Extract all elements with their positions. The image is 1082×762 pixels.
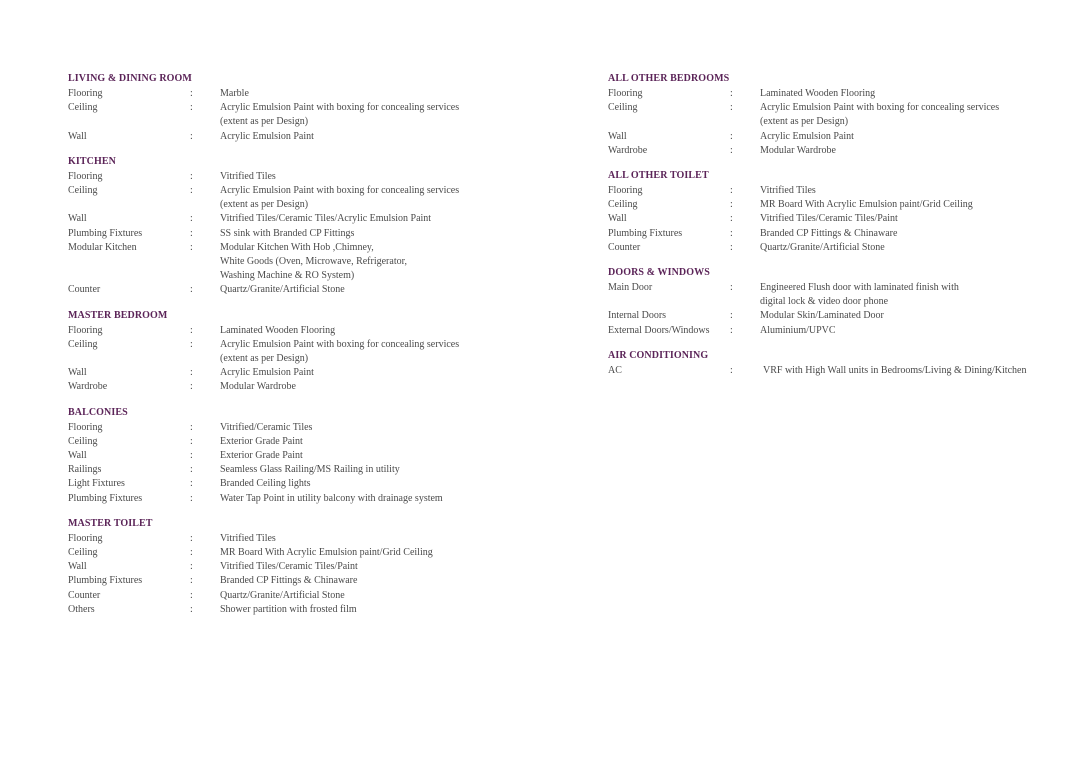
spec-value bbox=[760, 130, 1068, 144]
spec-value-line: Acrylic Emulsion Paint bbox=[220, 130, 314, 142]
spec-value-line: Vitrified Tiles bbox=[220, 170, 276, 182]
spec-colon: : bbox=[190, 561, 193, 573]
spec-value bbox=[220, 241, 538, 284]
spec-label: AC bbox=[608, 364, 622, 376]
spec-row-ceiling bbox=[608, 198, 1068, 212]
spec-value-line: MR Board With Acrylic Emulsion paint/Grid Ceiling bbox=[220, 547, 433, 559]
spec-label: Internal Doors bbox=[608, 310, 667, 322]
spec-colon: : bbox=[190, 435, 193, 447]
spec-label: Wall bbox=[608, 213, 627, 225]
spec-row-counter bbox=[608, 241, 1068, 255]
section-air-conditioning bbox=[608, 349, 1068, 378]
spec-row-flooring bbox=[68, 324, 538, 338]
spec-value-line: Quartz/Granite/Artificial Stone bbox=[220, 589, 345, 601]
spec-colon: : bbox=[730, 213, 733, 225]
spec-label: Counter bbox=[608, 241, 641, 253]
spec-label: Main Door bbox=[608, 282, 653, 294]
spec-label: Light Fixtures bbox=[68, 478, 125, 490]
spec-row-wall bbox=[608, 212, 1068, 226]
spec-row-modular-kitchen bbox=[68, 241, 538, 284]
spec-label: Ceiling bbox=[608, 199, 638, 211]
spec-value-line: (extent as per Design) bbox=[220, 199, 309, 211]
spec-row-plumbing-fixtures bbox=[68, 227, 538, 241]
spec-colon: : bbox=[190, 227, 193, 239]
spec-value bbox=[220, 532, 538, 546]
spec-value bbox=[220, 380, 538, 394]
spec-value bbox=[760, 241, 1068, 255]
spec-label: Wall bbox=[68, 213, 87, 225]
spec-value bbox=[220, 324, 538, 338]
spec-label: Ceiling bbox=[68, 435, 98, 447]
spec-label: Ceiling bbox=[68, 185, 98, 197]
spec-row-ceiling bbox=[68, 338, 538, 366]
spec-row-wardrobe bbox=[68, 380, 538, 394]
spec-value bbox=[220, 87, 538, 101]
spec-value-line: Vitrified/Ceramic Tiles bbox=[220, 421, 313, 433]
spec-value-line: Vitrified Tiles/Ceramic Tiles/Acrylic Emulsion Paint bbox=[220, 213, 432, 225]
spec-colon: : bbox=[190, 532, 193, 544]
spec-value-line: Engineered Flush door with laminated finish with bbox=[760, 282, 959, 294]
spec-colon: : bbox=[730, 324, 733, 336]
spec-value-line: Exterior Grade Paint bbox=[220, 450, 303, 462]
spec-colon: : bbox=[190, 381, 193, 393]
spec-label: Flooring bbox=[68, 421, 103, 433]
spec-value bbox=[220, 589, 538, 603]
spec-label: Wall bbox=[68, 367, 87, 379]
spec-value-line: Quartz/Granite/Artificial Stone bbox=[220, 284, 345, 296]
spec-value-line: SS sink with Branded CP Fittings bbox=[220, 227, 355, 239]
right-column bbox=[608, 72, 1068, 389]
spec-label: Flooring bbox=[68, 324, 103, 336]
spec-row-wall bbox=[68, 212, 538, 226]
spec-colon: : bbox=[190, 241, 193, 253]
spec-value-line: digital lock & video door phone bbox=[760, 296, 889, 308]
spec-value-line: Acrylic Emulsion Paint with boxing for concealing services bbox=[220, 102, 460, 114]
spec-colon: : bbox=[190, 213, 193, 225]
spec-value-line: Seamless Glass Railing/MS Railing in utility bbox=[220, 464, 400, 476]
section-heading: AIR CONDITIONING bbox=[608, 349, 709, 361]
spec-value bbox=[760, 144, 1068, 158]
spec-label: Flooring bbox=[68, 88, 103, 99]
spec-label: Wardrobe bbox=[68, 381, 108, 393]
spec-row-wardrobe bbox=[608, 144, 1068, 158]
spec-colon: : bbox=[190, 88, 193, 99]
spec-row-internal-doors bbox=[608, 309, 1068, 323]
spec-value bbox=[220, 184, 538, 212]
spec-label: Wardrobe bbox=[608, 144, 648, 156]
spec-colon: : bbox=[190, 547, 193, 559]
spec-colon: : bbox=[730, 102, 733, 114]
spec-row-light-fixtures bbox=[68, 477, 538, 491]
spec-row-flooring bbox=[68, 170, 538, 184]
spec-colon: : bbox=[190, 450, 193, 462]
spec-row-wall bbox=[68, 130, 538, 144]
spec-label: Flooring bbox=[68, 532, 103, 544]
spec-label: Ceiling bbox=[68, 547, 98, 559]
spec-value bbox=[760, 227, 1068, 241]
section-heading: MASTER TOILET bbox=[68, 517, 153, 529]
spec-value-line: Acrylic Emulsion Paint with boxing for concealing services bbox=[220, 338, 460, 350]
spec-value-line: Vitrified Tiles/Ceramic Tiles/Paint bbox=[220, 561, 358, 573]
spec-value bbox=[220, 574, 538, 588]
spec-value-line: Water Tap Point in utility balcony with drainage system bbox=[220, 492, 443, 504]
section-heading: LIVING & DINING ROOM bbox=[68, 73, 192, 84]
spec-colon: : bbox=[190, 367, 193, 379]
spec-value bbox=[760, 184, 1068, 198]
spec-row-wall bbox=[68, 366, 538, 380]
spec-value bbox=[220, 170, 538, 184]
spec-value-line: Vitrified Tiles/Ceramic Tiles/Paint bbox=[760, 213, 898, 225]
spec-label: Flooring bbox=[608, 185, 643, 197]
section-heading: MASTER BEDROOM bbox=[68, 309, 168, 321]
spec-value bbox=[760, 101, 1068, 129]
spec-value bbox=[220, 492, 538, 506]
spec-colon: : bbox=[190, 478, 193, 490]
spec-label: Counter bbox=[68, 284, 101, 296]
spec-value bbox=[220, 101, 538, 129]
spec-value bbox=[220, 463, 538, 477]
spec-label: Others bbox=[68, 603, 95, 615]
spec-colon: : bbox=[730, 88, 733, 99]
spec-row-others bbox=[68, 603, 538, 617]
spec-label: Ceiling bbox=[608, 102, 638, 114]
spec-value bbox=[760, 309, 1068, 323]
spec-value-line: Modular Skin/Laminated Door bbox=[760, 310, 884, 322]
spec-row-wall bbox=[68, 560, 538, 574]
spec-value bbox=[220, 366, 538, 380]
spec-label: Modular Kitchen bbox=[68, 241, 137, 253]
spec-row-external-doors-windows bbox=[608, 324, 1068, 338]
spec-value-line: Acrylic Emulsion Paint with boxing for concealing services bbox=[760, 102, 1000, 114]
spec-colon: : bbox=[730, 364, 733, 376]
spec-row-counter bbox=[68, 589, 538, 603]
spec-colon: : bbox=[190, 102, 193, 114]
spec-label: Flooring bbox=[68, 170, 103, 182]
spec-label: Plumbing Fixtures bbox=[68, 575, 143, 587]
spec-value-line: Marble bbox=[220, 88, 249, 99]
left-column bbox=[68, 72, 538, 628]
spec-value-line: Quartz/Granite/Artificial Stone bbox=[760, 241, 885, 253]
spec-value-line: Branded CP Fittings & Chinaware bbox=[220, 575, 358, 587]
spec-value bbox=[220, 227, 538, 241]
spec-value bbox=[220, 212, 538, 226]
spec-value-line: Aluminium/UPVC bbox=[760, 324, 836, 336]
section-master-bedroom bbox=[68, 309, 538, 395]
spec-colon: : bbox=[730, 227, 733, 239]
spec-colon: : bbox=[730, 310, 733, 322]
spec-row-ac bbox=[608, 364, 1068, 378]
spec-colon: : bbox=[730, 144, 733, 156]
section-living-and-dining-room bbox=[68, 72, 538, 144]
spec-row-wall bbox=[68, 449, 538, 463]
spec-value bbox=[220, 130, 538, 144]
spec-colon: : bbox=[190, 130, 193, 142]
spec-label: Railings bbox=[68, 464, 102, 476]
spec-row-plumbing-fixtures bbox=[608, 227, 1068, 241]
spec-value bbox=[220, 546, 538, 560]
spec-value bbox=[220, 435, 538, 449]
spec-row-railings bbox=[68, 463, 538, 477]
spec-colon: : bbox=[190, 185, 193, 197]
spec-value-line: Exterior Grade Paint bbox=[220, 435, 303, 447]
spec-label: External Doors/Windows bbox=[608, 324, 710, 336]
spec-row-wall bbox=[608, 130, 1068, 144]
spec-value-line: Laminated Wooden Flooring bbox=[760, 88, 876, 99]
spec-colon: : bbox=[190, 284, 193, 296]
spec-colon: : bbox=[730, 130, 733, 142]
spec-label: Plumbing Fixtures bbox=[68, 227, 143, 239]
spec-colon: : bbox=[190, 170, 193, 182]
spec-value-line: Acrylic Emulsion Paint with boxing for concealing services bbox=[220, 185, 460, 197]
spec-label: Counter bbox=[68, 589, 101, 601]
spec-row-ceiling bbox=[68, 184, 538, 212]
spec-row-flooring bbox=[68, 532, 538, 546]
spec-value-line: Acrylic Emulsion Paint bbox=[220, 367, 314, 379]
spec-colon: : bbox=[730, 185, 733, 197]
spec-value-line: Vitrified Tiles bbox=[220, 532, 276, 544]
spec-row-ceiling bbox=[608, 101, 1068, 129]
section-balconies bbox=[68, 406, 538, 506]
spec-value bbox=[760, 212, 1068, 226]
spec-colon: : bbox=[190, 492, 193, 504]
spec-row-flooring bbox=[608, 184, 1068, 198]
spec-label: Ceiling bbox=[68, 102, 98, 114]
spec-colon: : bbox=[190, 324, 193, 336]
section-heading: BALCONIES bbox=[68, 406, 128, 418]
spec-value-line: (extent as per Design) bbox=[220, 353, 309, 365]
spec-value-line: Laminated Wooden Flooring bbox=[220, 324, 336, 336]
spec-colon: : bbox=[190, 575, 193, 587]
spec-value-line: MR Board With Acrylic Emulsion paint/Grid Ceiling bbox=[760, 199, 973, 211]
spec-label: Wall bbox=[68, 130, 87, 142]
spec-value-line: Vitrified Tiles bbox=[760, 185, 816, 197]
spec-row-plumbing-fixtures bbox=[68, 574, 538, 588]
spec-colon: : bbox=[730, 282, 733, 294]
spec-value bbox=[760, 324, 1068, 338]
section-heading: DOORS & WINDOWS bbox=[608, 267, 710, 279]
spec-value bbox=[220, 603, 538, 617]
section-all-other-bedrooms bbox=[608, 72, 1068, 158]
section-heading: KITCHEN bbox=[68, 155, 116, 167]
spec-value bbox=[760, 198, 1068, 212]
spec-value-line: Branded Ceiling lights bbox=[220, 478, 311, 490]
spec-value-line: (extent as per Design) bbox=[220, 116, 309, 128]
spec-row-main-door bbox=[608, 281, 1068, 309]
spec-value bbox=[760, 364, 1068, 378]
spec-value bbox=[220, 283, 538, 297]
spec-value bbox=[220, 560, 538, 574]
spec-label: Wall bbox=[68, 450, 87, 462]
spec-value bbox=[760, 87, 1068, 101]
spec-label: Plumbing Fixtures bbox=[68, 492, 143, 504]
spec-row-ceiling bbox=[68, 101, 538, 129]
section-master-toilet bbox=[68, 517, 538, 617]
spec-colon: : bbox=[190, 421, 193, 433]
spec-value bbox=[220, 421, 538, 435]
section-kitchen bbox=[68, 155, 538, 298]
section-heading: ALL OTHER TOILET bbox=[608, 170, 709, 182]
spec-label: Wall bbox=[68, 561, 87, 573]
spec-colon: : bbox=[190, 464, 193, 476]
spec-value-line: Modular Wardrobe bbox=[220, 381, 296, 393]
section-all-other-toilet bbox=[608, 169, 1068, 255]
spec-value bbox=[220, 449, 538, 463]
section-heading: ALL OTHER BEDROOMS bbox=[608, 73, 730, 84]
spec-value-line: Modular Kitchen With Hob ,Chimney, bbox=[220, 241, 374, 253]
spec-value-line: Branded CP Fittings & Chinaware bbox=[760, 227, 898, 239]
spec-colon: : bbox=[190, 603, 193, 615]
spec-label: Ceiling bbox=[68, 338, 98, 350]
spec-colon: : bbox=[730, 241, 733, 253]
spec-row-flooring bbox=[68, 87, 538, 101]
spec-row-flooring bbox=[68, 421, 538, 435]
spec-label: Wall bbox=[608, 130, 627, 142]
spec-value-line: Washing Machine & RO System) bbox=[220, 270, 355, 282]
spec-label: Plumbing Fixtures bbox=[608, 227, 683, 239]
spec-colon: : bbox=[190, 338, 193, 350]
spec-row-flooring bbox=[608, 87, 1068, 101]
spec-label: Flooring bbox=[608, 88, 643, 99]
spec-value-line: (extent as per Design) bbox=[760, 116, 849, 128]
section-doors-and-windows bbox=[608, 266, 1068, 338]
spec-row-ceiling bbox=[68, 546, 538, 560]
spec-value-line: Shower partition with frosted film bbox=[220, 603, 357, 615]
spec-value bbox=[220, 338, 538, 366]
spec-row-counter bbox=[68, 283, 538, 297]
spec-value bbox=[760, 281, 1068, 309]
spec-value-line: Acrylic Emulsion Paint bbox=[760, 130, 854, 142]
spec-colon: : bbox=[190, 589, 193, 601]
spec-value bbox=[220, 477, 538, 491]
spec-colon: : bbox=[730, 199, 733, 211]
spec-value-line: VRF with High Wall units in Bedrooms/Living & Dining/Kitchen bbox=[763, 364, 1027, 376]
spec-value-line: White Goods (Oven, Microwave, Refrigerator, bbox=[220, 256, 408, 268]
spec-row-plumbing-fixtures bbox=[68, 492, 538, 506]
spec-row-ceiling bbox=[68, 435, 538, 449]
spec-value-line: Modular Wardrobe bbox=[760, 144, 836, 156]
